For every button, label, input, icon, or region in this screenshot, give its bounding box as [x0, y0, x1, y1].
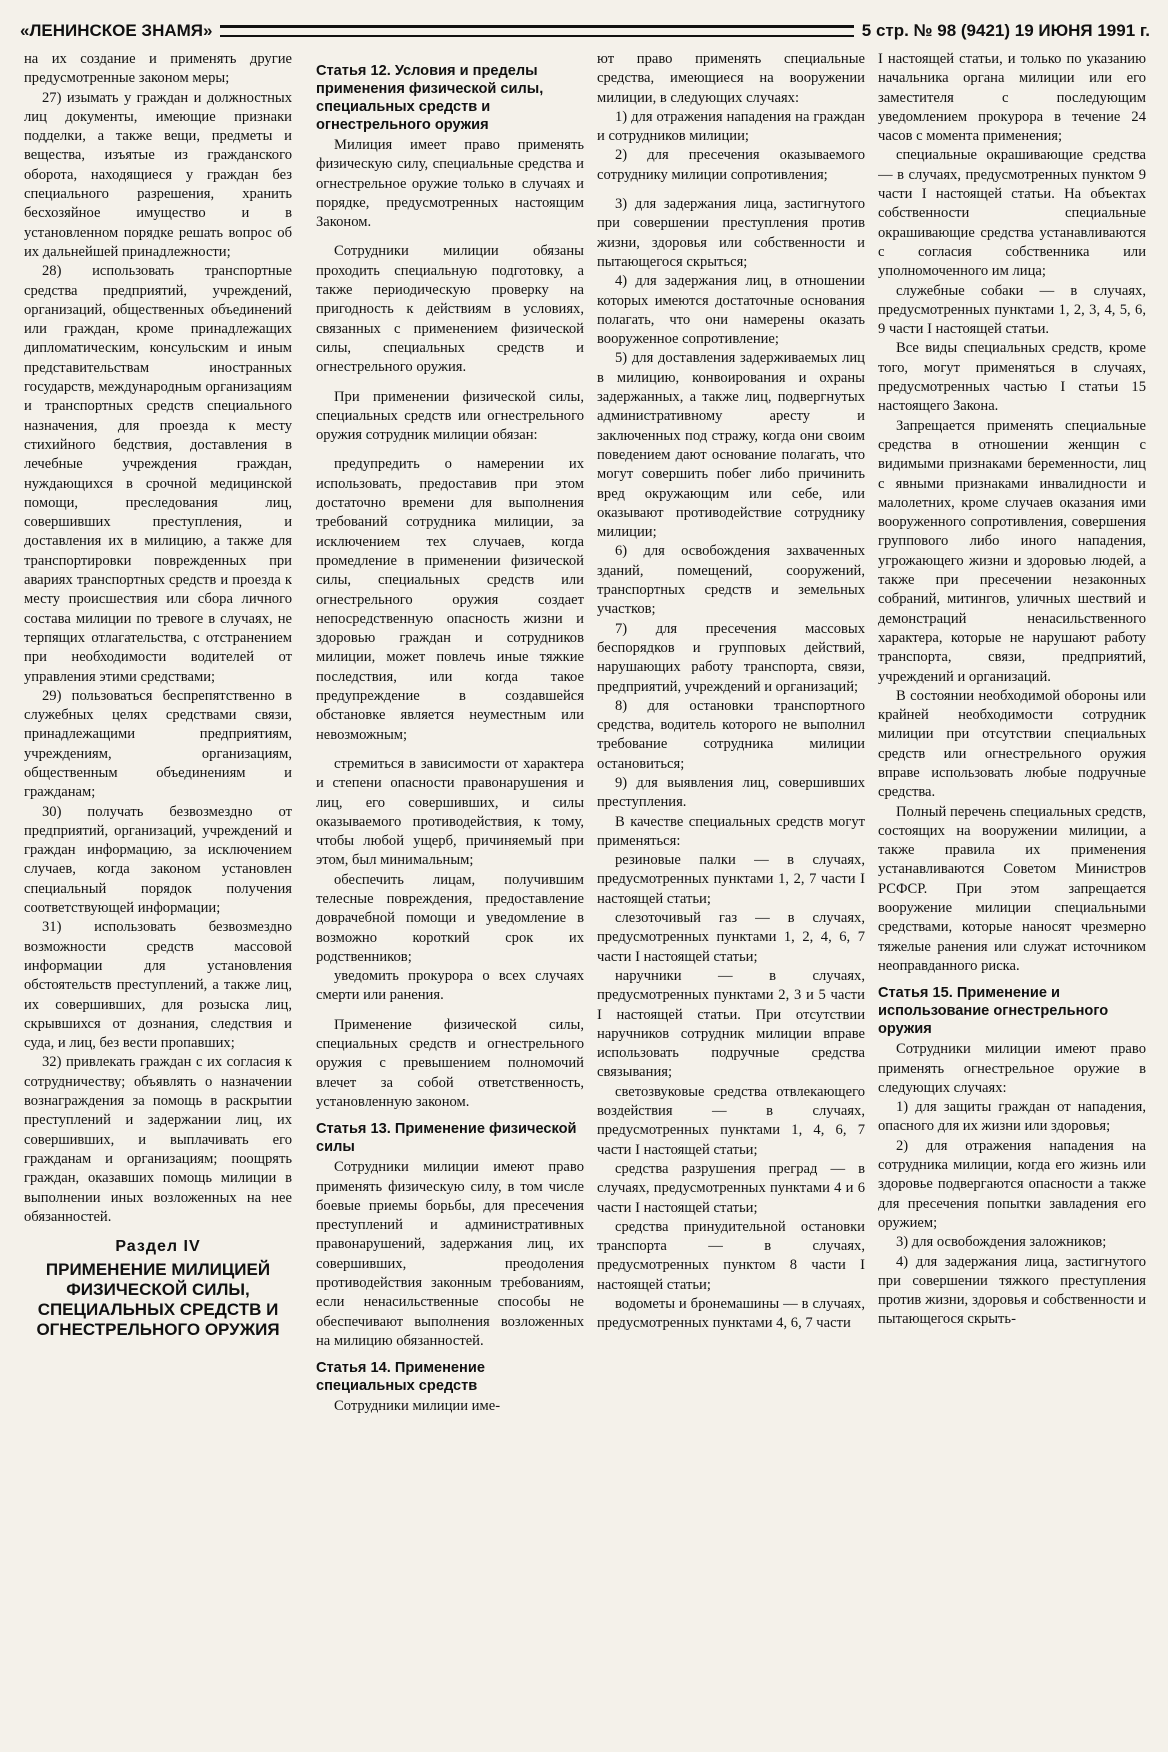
paragraph: водометы и бронемашины — в случаях, предусмотренных пунктами 4, 6, 7 части — [597, 1296, 865, 1332]
paragraph: светозвуковые средства отвлекающего воздействия — в случаях, предусмотренных пунктами 1, 4, 6, 7 части I настоящей статьи; — [597, 1083, 865, 1158]
paragraph: I настоящей статьи, и только по указанию начальника органа милиции или его заместителя с последующим уведомлением прокурора в течение 24 часов с момента применения; — [878, 51, 1146, 145]
paragraph: Милиция имеет право применять физическую силу, специальные средства и огнестрельное оружие только в случаях и порядке, предусмотренных настоящим Законом. — [316, 137, 584, 231]
column-4 — [878, 50, 1146, 1740]
paragraph: 1) для отражения нападения на граждан и сотрудников милиции; — [597, 108, 865, 145]
paragraph: В качестве специальных средств могут применяться: — [597, 813, 865, 849]
article-15-heading: Статья 15. Применение и использование огнестрельного оружия — [878, 985, 1109, 1038]
paragraph: уведомить прокурора о всех случаях смерти или ранения. — [316, 968, 584, 1004]
paragraph: предупредить о намерении их использовать, предоставив при этом достаточно времени для выполнения требований сотрудника милиции, за исключением тех случаев, когда промедление в применении физической силы, специальных средств или огнестрельного оружия создает непосредственную опасность жизни и здоровью граждан и сотрудников милиции, может повлечь иные тяжкие последствия, или когда такое предупреждение в создавшейся обстановке является неуместным или невозможным; — [316, 456, 584, 743]
article-13-heading: Статья 13. Применение физической силы — [316, 1121, 577, 1156]
paragraph: 4) для задержания лица, застигнутого при совершении тяжкого преступления против жизни, здоровья и собственности и пытающегося скрыть- — [878, 1253, 1146, 1328]
paragraph: стремиться в зависимости от характера и степени опасности правонарушения и лиц, его совершивших, и силы оказываемого противодействия, к тому, чтобы любой ущерб, причиняемый при этом, был минимальным; — [316, 755, 584, 869]
paragraph: 2) для пресечения оказываемого сотруднику милиции сопротивления; — [597, 147, 865, 183]
paragraph: 30) получать безвозмездно от предприятий, организаций, учреждений и граждан информацию, за исключением случаев, когда законом установлен специальный порядок получения соответствующей информации; — [24, 803, 292, 917]
paragraph: специальные окрашивающие средства — в случаях, предусмотренных пунктом 9 части I настоящей статьи. На объектах собственности специальные окрашивающие средства устанавливаются с согласия собственника или уполномоченного им лица; — [878, 147, 1146, 280]
paragraph: Все виды специальных средств, кроме того, могут применяться в случаях, предусмотренных частью I статьи 15 настоящего Закона. — [878, 340, 1146, 415]
paragraph: Сотрудники милиции обязаны проходить специальную подготовку, а также периодическую проверку на пригодность к действиям в условиях, связанных с применением физической силы, специальных средств и огнестрельного оружия. — [316, 243, 584, 376]
paragraph: 1) для защиты граждан от нападения, опасного для их жизни или здоровья; — [878, 1099, 1146, 1135]
paragraph: Применение физической силы, специальных средств и огнестрельного оружия с превышением полномочий влечет за собой ответственность, установленную законом. — [316, 1016, 584, 1110]
paragraph: Запрещается применять специальные средства в отношении женщин с видимыми признаками беременности, лиц с явными признаками инвалидности и малолетних, кроме случаев оказания ими вооруженного сопротивления, совершения группового либо иного нападения, угрожающего жизни и здоровью людей, а также при пресечении незаконных собраний, митингов, уличных шествий и демонстраций ненасильственного характера, которые не нарушают работу транспорта, связи, предприятий, учреждений и организаций. — [878, 417, 1146, 685]
paragraph: резиновые палки — в случаях, предусмотренных пунктами 1, 2, 7 части I настоящей статьи; — [597, 852, 865, 907]
paragraph: Сотрудники милиции име- — [334, 1398, 501, 1415]
paragraph: 2) для отражения нападения на сотрудника милиции, когда его жизнь или здоровье подвергаются опасности а также для пресечения попытки завладения его оружием; — [878, 1137, 1146, 1231]
issue-info: 5 стр. № 98 (9421) 19 ИЮНЯ 1991 г. — [861, 21, 1150, 40]
paragraph: При применении физической силы, специальных средств или огнестрельного оружия сотрудник милиции обязан: — [316, 388, 584, 444]
paragraph: наручники — в случаях, предусмотренных пунктами 2, 3 и 5 части I настоящей статьи. При отсутствии наручников сотрудник милиции вправе использовать подручные средства связывания; — [597, 967, 865, 1081]
paragraph: Сотрудники милиции имеют право применять огнестрельное оружие в следующих случаях: — [878, 1041, 1146, 1096]
paragraph: 31) использовать безвозмездно возможности средств массовой информации для установления обстоятельств преступлений, а также лиц, их совершивших, для розыска лиц, скрывшихся от дознания, следствия и суда, и лиц, без вести пропавших; — [24, 919, 292, 1052]
paragraph: 32) привлекать граждан с их согласия к сотрудничеству; объявлять о назначении вознаграждения за помощь в раскрытии преступлений и задержании лиц, их совершивших, и выплачивать его гражданам и организациям; поощрять граждан, оказавших помощь милиции в выполнении иных возложенных на нее обязанностей. — [24, 1054, 292, 1225]
column-3 — [597, 50, 865, 1740]
article-12-heading: Статья 12. Условия и пределы применения физической силы, специальных средств и огнестрельного оружия — [316, 63, 544, 133]
paragraph: 8) для остановки транспортного средства, водитель которого не выполнил требование сотрудника милиции остановиться; — [597, 697, 865, 772]
paragraph: слезоточивый газ — в случаях, предусмотренных пунктами 1, 2, 4, 6, 7 части I настоящей статьи; — [597, 910, 865, 965]
paragraph: 27) изымать у граждан и должностных лиц документы, имеющие признаки подделки, а также вещи, предметы и вещества, изъятые из гражданского оборота, находящиеся у граждан без специального разрешения, хранить бесхозяйное имущество и в установленном порядке решать вопрос об их дальнейшей принадлежности; — [24, 89, 292, 260]
column-1 — [24, 50, 292, 1740]
paragraph: служебные собаки — в случаях, предусмотренных пунктами 1, 2, 3, 4, 5, 6, 9 части I настоящей статьи. — [878, 282, 1146, 338]
masthead — [20, 18, 1150, 44]
paragraph: 3) для освобождения заложников; — [896, 1234, 1107, 1251]
paragraph: обеспечить лицам, получившим телесные повреждения, предоставление доврачебной помощи и уведомление в возможно короткий срок их родственников; — [316, 871, 584, 965]
paragraph: 28) использовать транспортные средства предприятий, учреждений, организаций, общественных объединений или граждан, кроме принадлежащих дипломатическим, консульским и иным представительствам иностранных государств, международным организациям и транспортных средств специального назначения, для проезда к месту стихийного бедствия, доставления в лечебные учреждения граждан, нуждающихся в срочной медицинской помощи, преследования лиц, совершивших преступления, и доставления их в милицию, а также для транспортировки поврежденных при авариях транспортных средств и проезда к месту происшествия или сбора личного состава милиции по тревоге в случаях, не терпящих отлагательства, с отстранением при необходимости водителей от управления этими средствами; — [24, 263, 292, 685]
paragraph: Полный перечень специальных средств, состоящих на вооружении милиции, а также правила их применения устанавливаются Советом Министров РСФСР. При этом запрещается вооружение милиции специальными средствами, которые наносят чрезмерно тяжелые ранения или служат источником неоправданного риска. — [878, 803, 1146, 974]
section-label: Раздел IV — [115, 1238, 201, 1256]
masthead-rule — [220, 25, 853, 37]
paragraph: 29) пользоваться беспрепятственно в служебных целях средствами связи, принадлежащими предприятиям, учреждениям, организациям, общественным объединениям и гражданам; — [24, 687, 292, 801]
paragraph: 3) для задержания лица, застигнутого при совершении преступления против жизни, здоровья или собственности и пытающегося скрыться; — [597, 196, 865, 270]
paragraph: 6) для освобождения захваченных зданий, помещений, сооружений, транспортных средств и земельных участков; — [597, 543, 865, 618]
paragraph: на их создание и применять другие предусмотренные законом меры; — [24, 51, 292, 87]
article-14-heading: Статья 14. Применение специальных средств — [316, 1360, 485, 1395]
paragraph: ют право применять специальные средства, имеющиеся на вооружении милиции, в следующих случаях: — [597, 51, 865, 106]
paragraph: 7) для пресечения массовых беспорядков и групповых действий, нарушающих работу транспорта, связи, предприятий, учреждений и организаций; — [597, 620, 865, 695]
paragraph: Сотрудники милиции имеют право применять физическую силу, в том числе боевые приемы борьбы, для пресечения преступлений и административных правонарушений, задержания лиц, их совершивших, преодоления противодействия законным требованиям, если ненасильственные способы не обеспечивают выполнения возложенных на милицию обязанностей. — [316, 1159, 584, 1349]
paragraph: В состоянии необходимой обороны или крайней необходимости сотрудник милиции при отсутствии специальных средств или огнестрельного оружия вправе использовать любые подручные средства. — [878, 687, 1146, 801]
paragraph: 4) для задержания лиц, в отношении которых имеются достаточные основания полагать, что они намерены оказать вооруженное сопротивление; — [597, 273, 865, 348]
paragraph: 9) для выявления лиц, совершивших преступления. — [597, 774, 865, 811]
paragraph: средства разрушения преград — в случаях, предусмотренных пунктами 4 и 6 части I настоящей статьи; — [597, 1160, 865, 1216]
newspaper-title: «ЛЕНИНСКОЕ ЗНАМЯ» — [20, 21, 213, 40]
column-2 — [316, 50, 584, 1740]
paragraph: средства принудительной остановки транспорта — в случаях, предусмотренных пунктом 8 части I настоящей статьи; — [597, 1218, 865, 1293]
paragraph: 5) для доставления задерживаемых лиц в милицию, конвоирования и охраны задержанных, а также лиц, подвергнутых административному аресту и заключенных под стражу, когда они своим поведением дают основание полагать, что могут совершить побег либо причинить вред окружающим или себе, или оказывают противодействие сотруднику милиции; — [597, 350, 865, 541]
section-title: ПРИМЕНЕНИЕ МИЛИЦИЕЙ ФИЗИЧЕСКОЙ СИЛЫ, СПЕЦИАЛЬНЫХ СРЕДСТВ И ОГНЕСТРЕЛЬНОГО ОРУЖИЯ — [36, 1260, 280, 1340]
